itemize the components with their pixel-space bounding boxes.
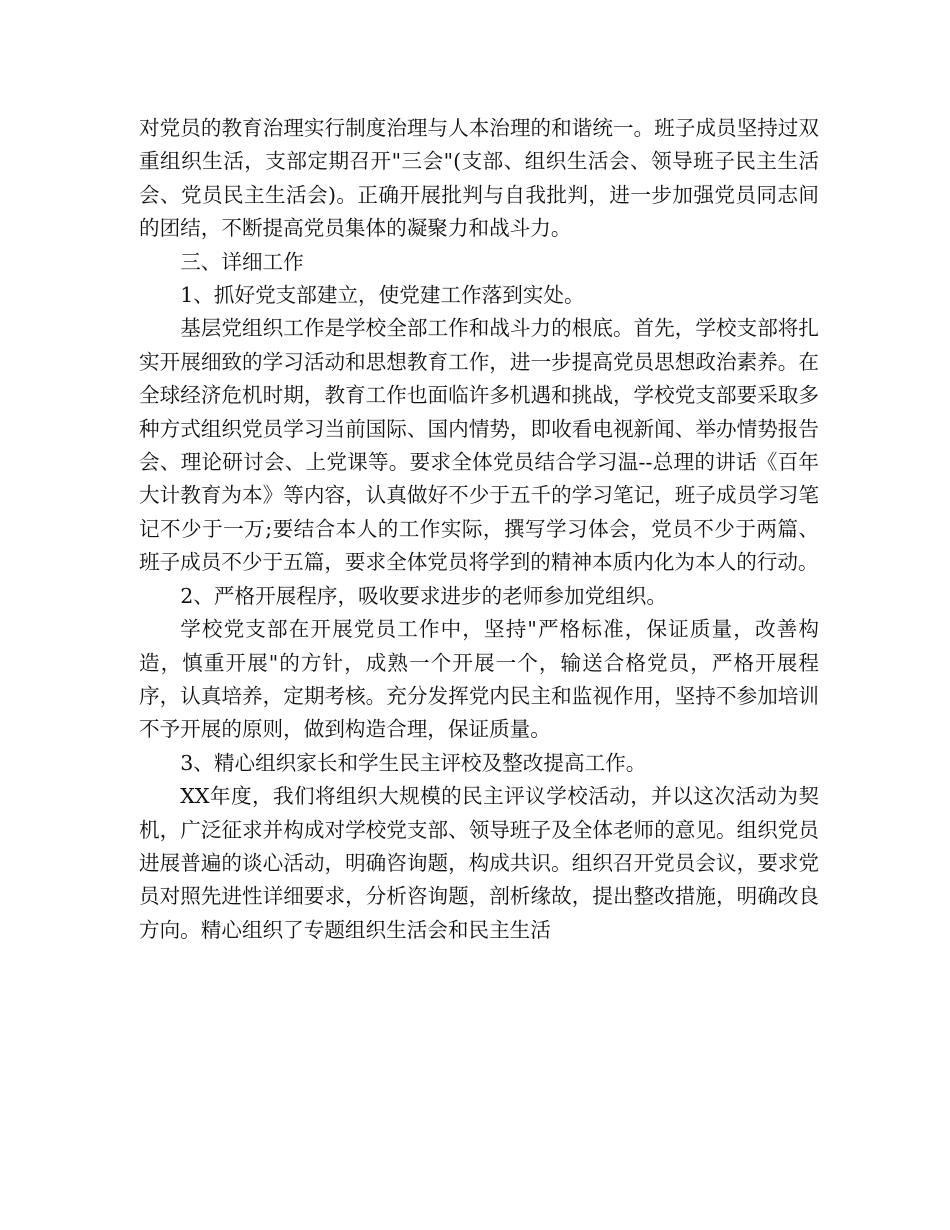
document-body: [139, 112, 819, 947]
subheading-strict-procedure: 2、严格开展程序，吸收要求进步的老师参加党组织。: [180, 583, 667, 608]
section-heading-detailed-work: 三、详细工作: [180, 249, 304, 274]
paragraph-party-education-management: 对党员的教育治理实行制度治理与人本治理的和谐统一。班子成员坚持过双重组织生活，支部定期召开"三会"(支部、组织生活会、领导班子民主生活会、党员民主生活会)。正确开展批判与自我批判，进一步加强党员同志间的团结，不断提高党员集体的凝聚力和战斗力。: [139, 116, 819, 241]
subheading-branch-construction: 1、抓好党支部建立，使党建工作落到实处。: [180, 283, 585, 308]
paragraph-evaluation-activities: XX年度，我们将组织大规模的民主评议学校活动，并以这次活动为契机，广泛征求并构成对学校党支部、领导班子及全体老师的意见。组织党员进展普遍的谈心活动，明确咨询题，构成共识。组织召开党员会议，要求党员对照先进性详细要求，分析咨询题，剖析缘故，提出整改措施，明确改良方向。精心组织了专题组织生活会和民主生活: [139, 784, 819, 942]
subheading-democratic-evaluation: 3、精心组织家长和学生民主评校及整改提高工作。: [180, 750, 647, 775]
paragraph-member-development: 学校党支部在开展党员工作中，坚持"严格标准，保证质量，改善构造，慎重开展"的方针，成熟一个开展一个，输送合格党员，严格开展程序，认真培养，定期考核。充分发挥党内民主和监视作用，坚持不参加培训不予开展的原则，做到构造合理，保证质量。: [139, 617, 819, 742]
paragraph-study-activities: 基层党组织工作是学校全部工作和战斗力的根底。首先，学校支部将扎实开展细致的学习活动和思想教育工作，进一步提高党员思想政治素养。在全球经济危机时期，教育工作也面临许多机遇和挑战，学校党支部要采取多种方式组织党员学习当前国际、国内情势，即收看电视新闻、举办情势报告会、理论研讨会、上党课等。要求全体党员结合学习温--总理的讲话《百年大计教育为本》等内容，认真做好不少于五千的学习笔记，班子成员学习笔记不少于一万;要结合本人的工作实际，撰写学习体会，党员不少于两篇、班子成员不少于五篇，要求全体党员将学到的精神本质内化为本人的行动。: [139, 316, 819, 575]
